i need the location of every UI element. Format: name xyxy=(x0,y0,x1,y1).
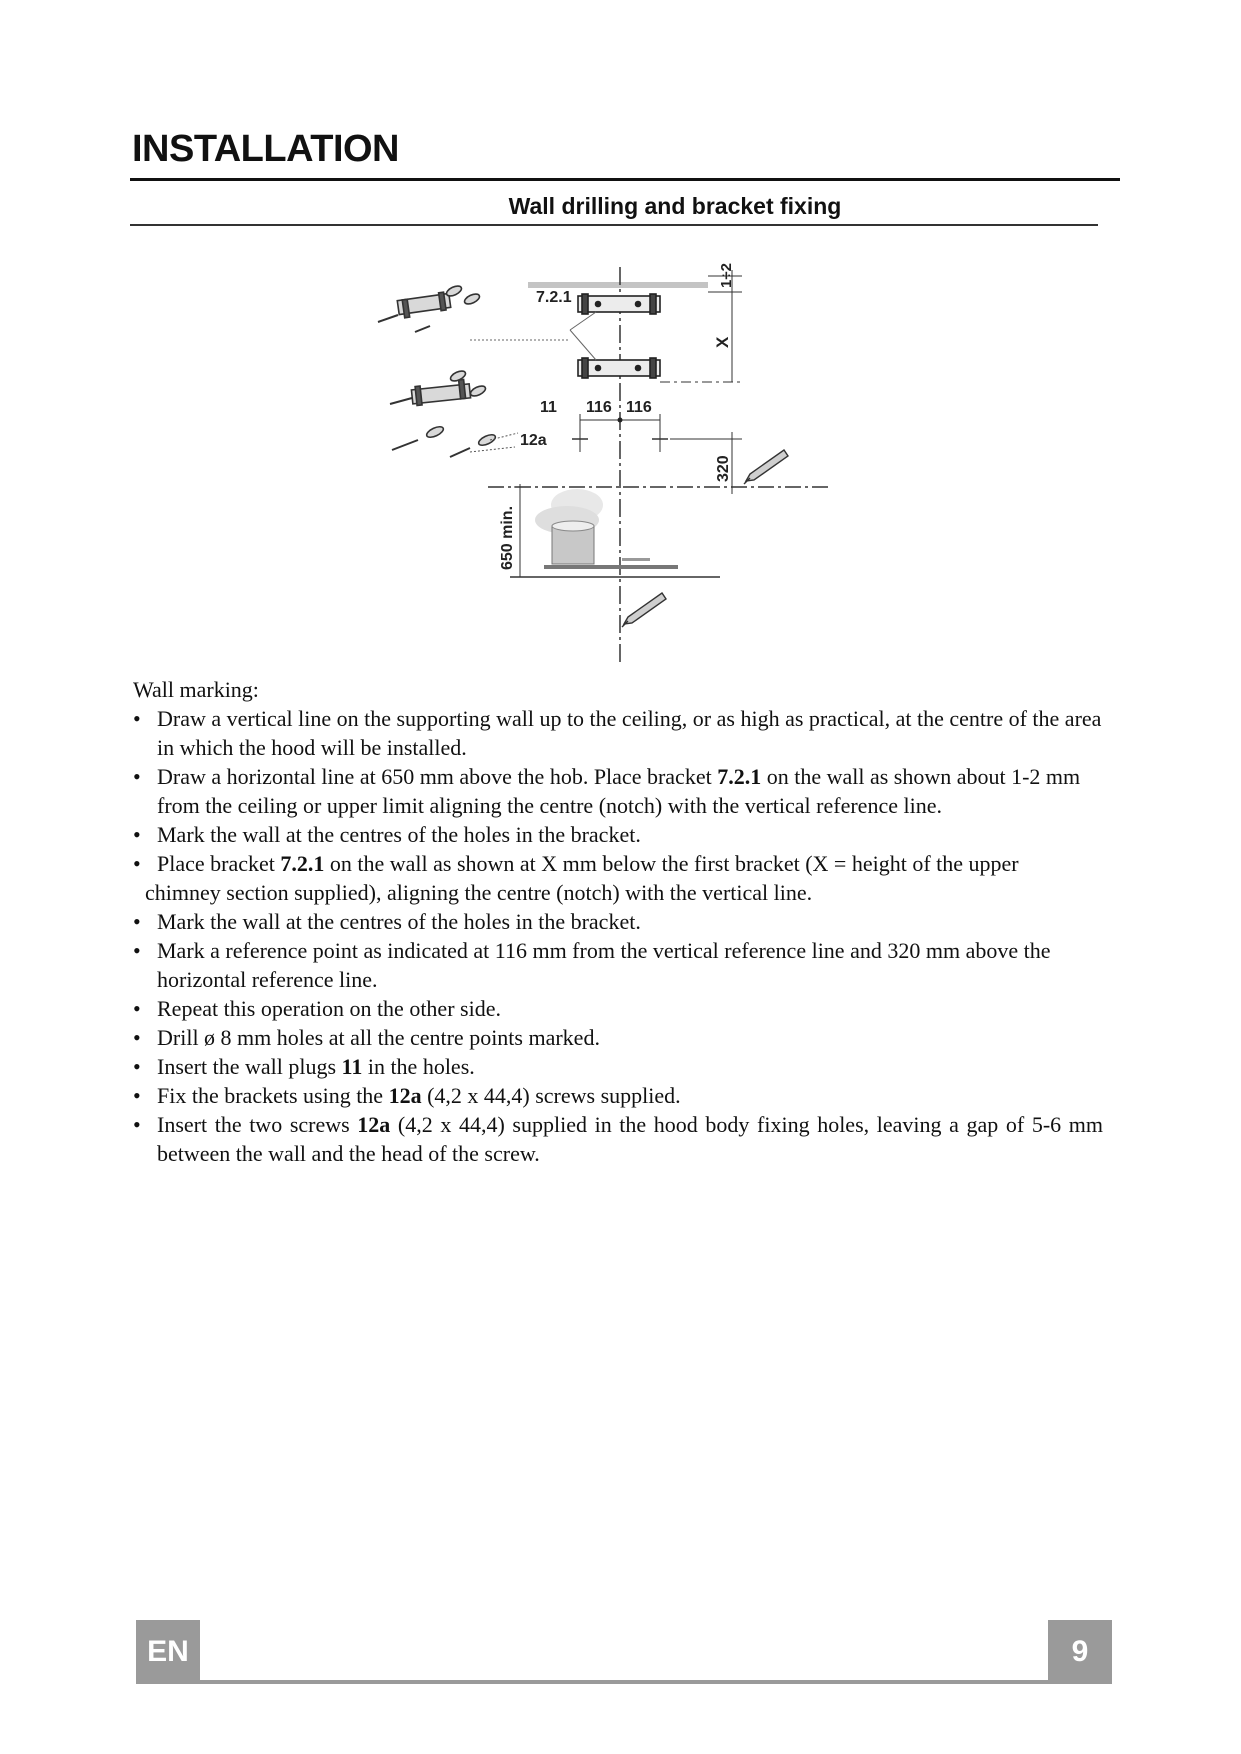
list-item: • Insert the two screws 12a (4,2 x 44,4) supplied in the hood body fixing holes, leaving a gap of 5-6 mm between the wall and the head of the screw. xyxy=(133,1112,1103,1166)
intro-text: Wall marking: xyxy=(133,677,259,702)
section-subtitle: Wall drilling and bracket fixing xyxy=(508,193,842,219)
screws-and-plugs xyxy=(392,425,518,457)
list-item: • Fix the brackets using the 12a (4,2 x 44,4) screws supplied. xyxy=(133,1083,681,1108)
x-label: X xyxy=(713,336,732,348)
list-item: • Mark the wall at the centres of the holes in the bracket. xyxy=(133,822,641,847)
offset-left-label: 116 xyxy=(586,399,612,416)
pencil-icon xyxy=(622,593,666,627)
ceiling xyxy=(528,282,708,288)
hob-with-pot xyxy=(510,489,720,577)
page-title: INSTALLATION xyxy=(132,128,399,170)
bracket-label: 7.2.1 xyxy=(536,289,572,306)
instructions xyxy=(133,675,1103,1168)
list-item: • Mark a reference point as indicated at 116 mm from the vertical reference line and 320 mm above the horizontal reference line. xyxy=(133,938,1051,992)
list-item: • Drill ø 8 mm holes at all the centre points marked. xyxy=(133,1025,600,1050)
gap-label: 1÷2 xyxy=(718,263,735,288)
min-650-label: 650 min. xyxy=(499,505,516,570)
title-rule xyxy=(130,178,1120,181)
page-number: 9 xyxy=(1048,1620,1112,1684)
language-badge: EN xyxy=(136,1620,200,1684)
pencil-icon xyxy=(744,450,788,484)
list-item: • Draw a horizontal line at 650 mm above the hob. Place bracket 7.2.1 on the wall as shown about 1-2 mm from the ceiling or upper limit aligning the centre (notch) with the vertical reference line. xyxy=(133,764,1081,818)
lower-bracket xyxy=(578,358,660,378)
plug-label: 11 xyxy=(540,399,557,416)
instruction-list xyxy=(133,704,1103,1168)
height-320-label: 320 xyxy=(715,455,732,482)
bracket-exploded-top xyxy=(378,284,481,332)
list-item: • Repeat this operation on the other side. xyxy=(133,996,501,1021)
bracket-exploded-bottom xyxy=(390,369,487,405)
list-item: • Mark the wall at the centres of the holes in the bracket. xyxy=(133,909,641,934)
list-item: • Place bracket 7.2.1 on the wall as shown at X mm below the first bracket (X = height of the upper xyxy=(133,851,1019,876)
list-item: • Draw a vertical line on the supporting wall up to the ceiling, or as high as practical, at the centre of the area in which the hood will be installed. xyxy=(133,706,1102,760)
list-item: • Insert the wall plugs 11 in the holes. xyxy=(133,1054,475,1079)
installation-diagram xyxy=(370,252,840,662)
screw-label: 12a xyxy=(520,432,547,449)
upper-bracket xyxy=(578,294,660,314)
offset-right-label: 116 xyxy=(626,399,652,416)
subtitle-rule xyxy=(130,224,1098,226)
footer-bar xyxy=(136,1680,1112,1684)
list-item-continuation: chimney section supplied), aligning the centre (notch) with the vertical line. xyxy=(145,880,813,905)
